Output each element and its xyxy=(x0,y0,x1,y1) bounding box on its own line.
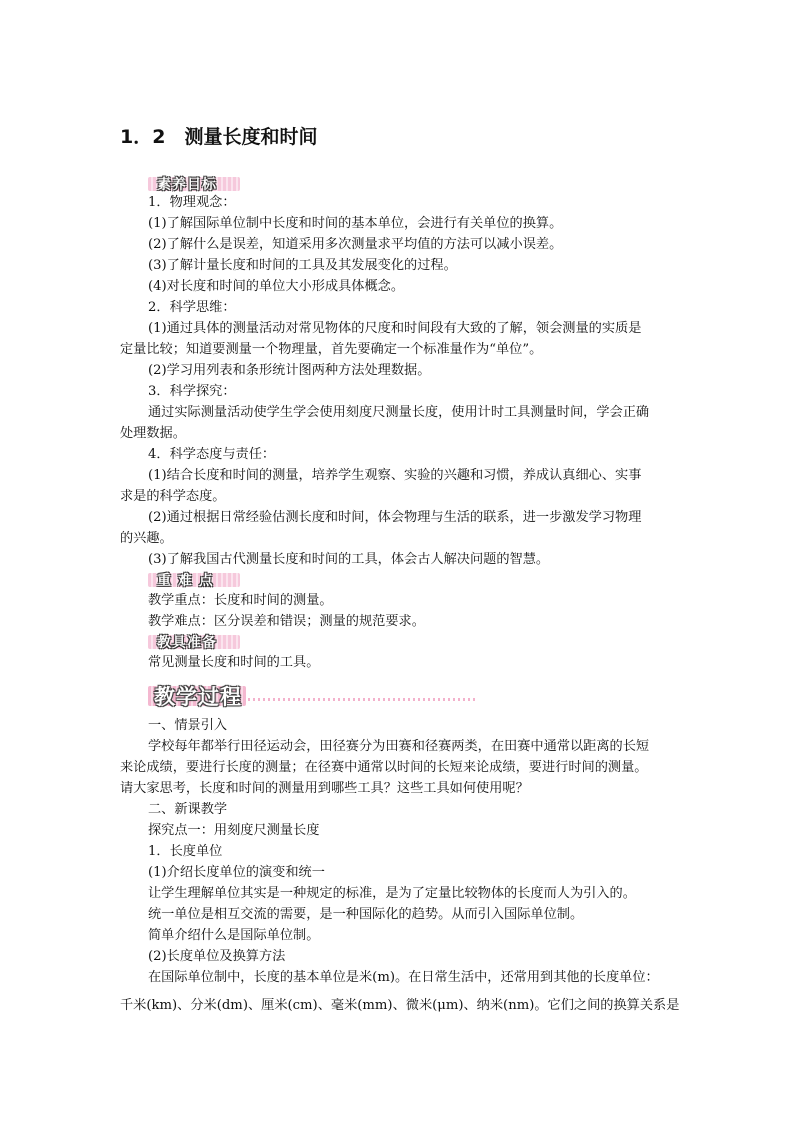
text-line: 教学难点：区分误差和错误；测量的规范要求。 xyxy=(148,614,425,629)
text-line: 常见测量长度和时间的工具。 xyxy=(148,655,320,670)
section-label-goals: 素养目标 xyxy=(157,177,217,193)
text-line: 的兴趣。 xyxy=(120,531,173,546)
text-line: (3)了解我国古代测量长度和时间的工具，体会古人解决问题的智慧。 xyxy=(148,552,550,567)
text-line: 教学重点：长度和时间的测量。 xyxy=(148,593,333,608)
text-line: 让学生理解单位其实是一种规定的标准，是为了定量比较物体的长度而人为引入的。 xyxy=(148,886,636,901)
text-line: 通过实际测量活动使学生学会使用刻度尺测量长度，使用计时工具测量时间，学会正确 xyxy=(148,405,650,420)
text-line: 请大家思考，长度和时间的测量用到哪些工具？这些工具如何使用呢？ xyxy=(120,781,529,796)
text-line: (4)对长度和时间的单位大小形成具体概念。 xyxy=(148,279,405,294)
text-line: (1)了解国际单位制中长度和时间的基本单位，会进行有关单位的换算。 xyxy=(148,216,563,231)
text-line: (2)了解什么是误差，知道采用多次测量求平均值的方法可以减小误差。 xyxy=(148,237,563,252)
section-badge-materials xyxy=(148,632,240,651)
text-line: (2)长度单位及换算方法 xyxy=(148,949,286,964)
section-badge-key-points xyxy=(148,570,240,589)
text-line: 4．科学态度与责任： xyxy=(148,447,276,462)
text-line: 探究点一：用刻度尺测量长度 xyxy=(148,823,320,838)
text-line: 来论成绩，要进行长度的测量；在径赛中通常以时间的长短来论成绩，要进行时间的测量。 xyxy=(120,760,648,775)
text-line: 千米(km)、分米(dm)、厘米(cm)、毫米(mm)、微米(μm)、纳米(nm)。它们之间的换算关系是 xyxy=(120,998,680,1013)
text-line: 3．科学探究： xyxy=(148,384,236,399)
text-line: 一、情景引入 xyxy=(148,718,228,733)
text-line: (3)了解计量长度和时间的工具及其发展变化的过程。 xyxy=(148,258,457,273)
section-badge-goals xyxy=(148,174,240,193)
text-line: 2．科学思维： xyxy=(148,300,236,315)
text-line: (1)通过具体的测量活动对常见物体的尺度和时间段有大致的了解，领会测量的实质是 xyxy=(148,321,642,336)
text-line: 简单介绍什么是国际单位制。 xyxy=(148,928,320,943)
section-banner-process xyxy=(148,680,478,710)
text-line: 在国际单位制中，长度的基本单位是米(m)。在日常生活中，还常用到其他的长度单位： xyxy=(148,970,659,985)
text-line: 1．长度单位 xyxy=(148,844,223,859)
text-line: 处理数据。 xyxy=(120,426,186,441)
text-line: 1．物理观念： xyxy=(148,195,236,210)
text-line: 二、新课教学 xyxy=(148,802,228,817)
text-line: (2)学习用列表和条形统计图两种方法处理数据。 xyxy=(148,363,431,378)
text-line: (1)结合长度和时间的测量，培养学生观察、实验的兴趣和习惯，养成认真细心、实事 xyxy=(148,468,642,483)
text-line: 统一单位是相互交流的需要，是一种国际化的趋势。从而引入国际单位制。 xyxy=(148,907,584,922)
section-label-key-points: 重 难 点 xyxy=(157,573,214,589)
text-line: 求是的科学态度。 xyxy=(120,489,226,504)
lesson-title: 1．2 测量长度和时间 xyxy=(120,126,318,148)
text-line: 定量比较；知道要测量一个物理量，首先要确定一个标准量作为“单位”。 xyxy=(120,342,543,357)
section-label-process: 教学过程 xyxy=(154,685,242,709)
text-line: (2)通过根据日常经验估测长度和时间，体会物理与生活的联系，进一步激发学习物理 xyxy=(148,510,642,525)
text-line: 学校每年都举行田径运动会，田径赛分为田赛和径赛两类，在田赛中通常以距离的长短 xyxy=(148,739,650,754)
text-line: (1)介绍长度单位的演变和统一 xyxy=(148,865,325,880)
section-label-materials: 教具准备 xyxy=(157,635,217,651)
